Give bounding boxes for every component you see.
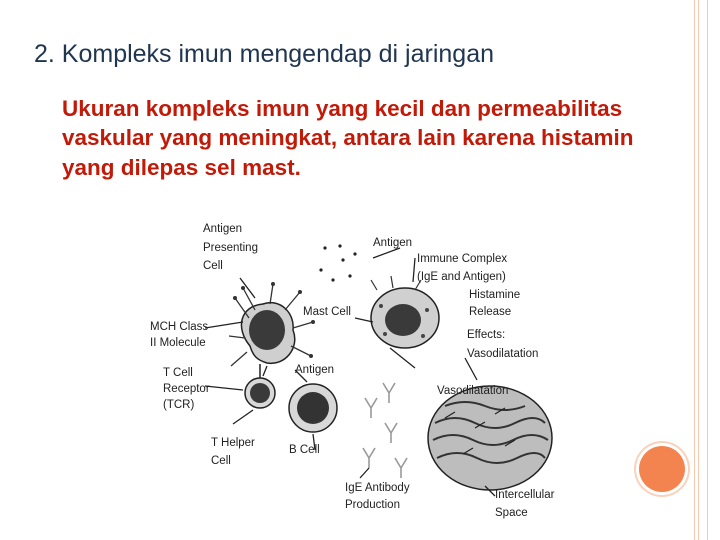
label-tcr-2: Receptor	[163, 383, 210, 395]
label-antigen-presenting-cell-1: Antigen	[203, 223, 243, 235]
right-border-line-2	[698, 0, 699, 540]
label-tcr-1: T Cell	[163, 367, 193, 379]
label-intercellular-2: Space	[495, 507, 528, 519]
right-border-line-3	[707, 0, 708, 540]
label-antigen-mid: Antigen	[295, 364, 335, 376]
label-intercellular-1: Intercellular	[495, 489, 555, 501]
label-t-helper-2: Cell	[211, 455, 231, 467]
slide-title: 2. Kompleks imun mengendap di jaringan	[34, 40, 494, 68]
label-ige-1: IgE Antibody	[345, 482, 410, 494]
accent-circle	[639, 446, 685, 492]
label-effects-1: Effects:	[467, 329, 506, 341]
label-tcr-3: (TCR)	[163, 399, 195, 411]
label-immune-complex-2: (IgE and Antigen)	[417, 271, 506, 283]
label-vasodilatation: Vasodilatation	[437, 385, 509, 397]
antigen-presenting-cell	[229, 282, 315, 366]
label-b-cell: B Cell	[289, 444, 320, 456]
label-antigen-top: Antigen	[373, 237, 413, 249]
label-effects-2: Vasodilatation	[467, 348, 539, 360]
label-ige-2: Production	[345, 499, 400, 511]
label-immune-complex-1: Immune Complex	[417, 253, 508, 265]
label-histamine-1: Histamine	[469, 289, 521, 301]
label-mch-2: II Molecule	[150, 337, 206, 349]
vasodilatation-tissue	[428, 386, 552, 490]
t-helper-cell	[245, 364, 275, 408]
ige-antibodies	[363, 383, 407, 478]
label-antigen-presenting-cell-3: Cell	[203, 260, 223, 272]
label-t-helper-1: T Helper	[211, 437, 255, 449]
slide-body-text: Ukuran kompleks imun yang kecil dan permeabilitas vaskular yang meningkat, antara lain karena histamin yang dilepas sel mast.	[62, 96, 634, 180]
mast-cell	[371, 276, 439, 348]
immune-complex-figure	[145, 218, 585, 540]
right-border-line-1	[694, 0, 695, 540]
label-antigen-presenting-cell-2: Presenting	[203, 242, 258, 254]
label-mast-cell: Mast Cell	[303, 306, 351, 318]
label-histamine-2: Release	[469, 306, 512, 318]
antigen-dots	[319, 244, 356, 281]
label-mch-1: MCH Class	[150, 321, 209, 333]
b-cell	[289, 384, 337, 432]
